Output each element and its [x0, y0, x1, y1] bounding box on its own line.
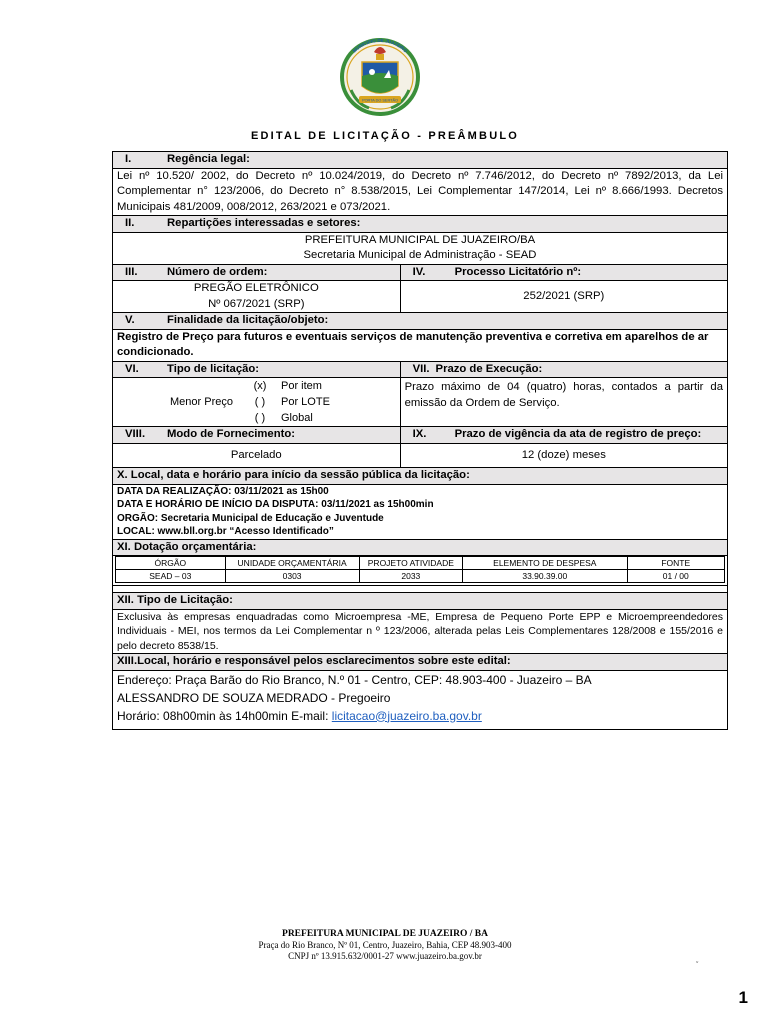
option-label: Por LOTE: [281, 396, 330, 408]
footer-title: PREFEITURA MUNICIPAL DE JUAZEIRO / BA: [282, 929, 488, 939]
email-link[interactable]: licitacao@juazeiro.ba.gov.br: [331, 708, 482, 723]
seal-emblem-icon: [329, 34, 431, 116]
section-5-header: V. Finalidade da licitação/objeto:: [113, 313, 728, 330]
option-mark[interactable]: ( ): [254, 412, 266, 424]
table-row: SEAD – 03 0303 2033 33.90.39.00 01 / 00: [116, 570, 725, 583]
bid-type-options: [113, 378, 401, 427]
clarification-contact: Endereço: Praça Barão do Rio Branco, N.º 01 - Centro, CEP: 48.903-400 - Juazeiro – BA ALESSANDRO DE SOUZA MEDRADO - Pregoeiro Horário: 08h00min às 14h00min E-mail: licitacao@juazeiro.ba.gov.br: [113, 670, 728, 729]
section-10-header: X. Local, data e horário para início da sessão pública da licitação:: [113, 468, 728, 485]
svg-text:MUNICÍPIO DE JUAZEIRO: MUNICÍPIO DE JUAZEIRO: [351, 37, 409, 54]
bid-criterion: Menor Preço: [170, 396, 233, 408]
option-mark[interactable]: (x): [253, 380, 267, 392]
footer-mark: ˇ: [696, 962, 699, 969]
interested-departments: PREFEITURA MUNICIPAL DE JUAZEIRO/BA Secretaria Municipal de Administração - SEAD: [113, 232, 728, 264]
budget-table: [115, 556, 725, 583]
document-title: EDITAL DE LICITAÇÃO - PREÂMBULO: [250, 130, 520, 142]
option-label: Global: [281, 412, 313, 424]
budget-allocation: [113, 556, 728, 586]
table-header-row: ÓRGÃO UNIDADE ORÇAMENTÁRIA PROJETO ATIVIDADE ELEMENTO DE DESPESA FONTE: [116, 557, 725, 570]
svg-text:PORTA DO SERTÃO: PORTA DO SERTÃO: [362, 98, 398, 103]
municipal-seal: [329, 34, 431, 116]
section-2-header: II. Repartições interessadas e setores:: [113, 216, 728, 233]
section-6-header: VI. Tipo de licitação:: [113, 361, 401, 378]
execution-term-text: Prazo máximo de 04 (quatro) horas, contados a partir da emissão da Ordem de Serviço.: [400, 378, 727, 427]
section-7-header: VII. Prazo de Execução:: [400, 361, 727, 378]
option-label: Por item: [281, 380, 322, 392]
section-8-header: VIII. Modo de Fornecimento:: [113, 427, 401, 444]
process-number: 252/2021 (SRP): [400, 281, 727, 313]
order-number: PREGÃO ELETRÔNICO Nº 067/2021 (SRP): [113, 281, 401, 313]
supply-mode: Parcelado: [113, 443, 401, 468]
section-13-header: XIII.Local, horário e responsável pelos esclarecimentos sobre este edital:: [113, 654, 728, 671]
section-3-header: III. Número de ordem:: [113, 264, 401, 281]
object-text: Registro de Preço para futuros e eventuais serviços de manutenção preventiva e corretiva em aparelhos de ar condicionado.: [113, 329, 728, 361]
section-4-header: IV. Processo Licitatório nº:: [400, 264, 727, 281]
page-number: 1: [738, 988, 748, 1007]
page-footer: [0, 929, 770, 962]
session-info: DATA DA REALIZAÇÃO: 03/11/2021 as 15h00 DATA E HORÁRIO DE INÍCIO DA DISPUTA: 03/11/2021 as 15h00min ORGÃO: Secretaria Municipal de Educação e Juventude LOCAL: www.bll.org.br “Acesso Identificado”: [113, 484, 728, 539]
section-12-header: XII. Tipo de Licitação:: [113, 593, 728, 610]
section-9-header: IX. Prazo de vigência da ata de registro de preço:: [400, 427, 727, 444]
validity-term: 12 (doze) meses: [400, 443, 727, 468]
section-1-header: I. Regência legal:: [113, 152, 728, 169]
section-11-header: XI. Dotação orçamentária:: [113, 539, 728, 556]
preamble-table: [112, 151, 728, 730]
footer-cnpj: CNPJ nº 13.915.632/0001-27 www.juazeiro.ba.gov.br: [288, 951, 482, 961]
footer-address: Praça do Rio Branco, Nº 01, Centro, Juazeiro, Bahia, CEP 48.903-400: [258, 940, 512, 950]
bid-exclusivity-text: Exclusiva às empresas enquadradas como Microempresa -ME, Empresa de Pequeno Porte EPP e Microempreendedores Individuais - MEI, nos termos da Lei Complementar n º 123/2006, alterada pelas Leis Complementares 128/2008 e 155/2016 e pelo decreto 8538/15.: [113, 609, 728, 654]
option-mark[interactable]: ( ): [254, 396, 266, 408]
legal-basis-text: Lei nº 10.520/ 2002, do Decreto nº 10.024/2019, do Decreto nº 7.746/2012, do Decreto nº 7892/2013, da Lei Complementar n° 123/2006, do Decreto n° 8.538/2015, Lei Complementar 147/2014, Lei nº 8.666/1993. Decretos Municipais 481/2009, 008/2012, 263/2021 e 073/2021.: [113, 168, 728, 216]
